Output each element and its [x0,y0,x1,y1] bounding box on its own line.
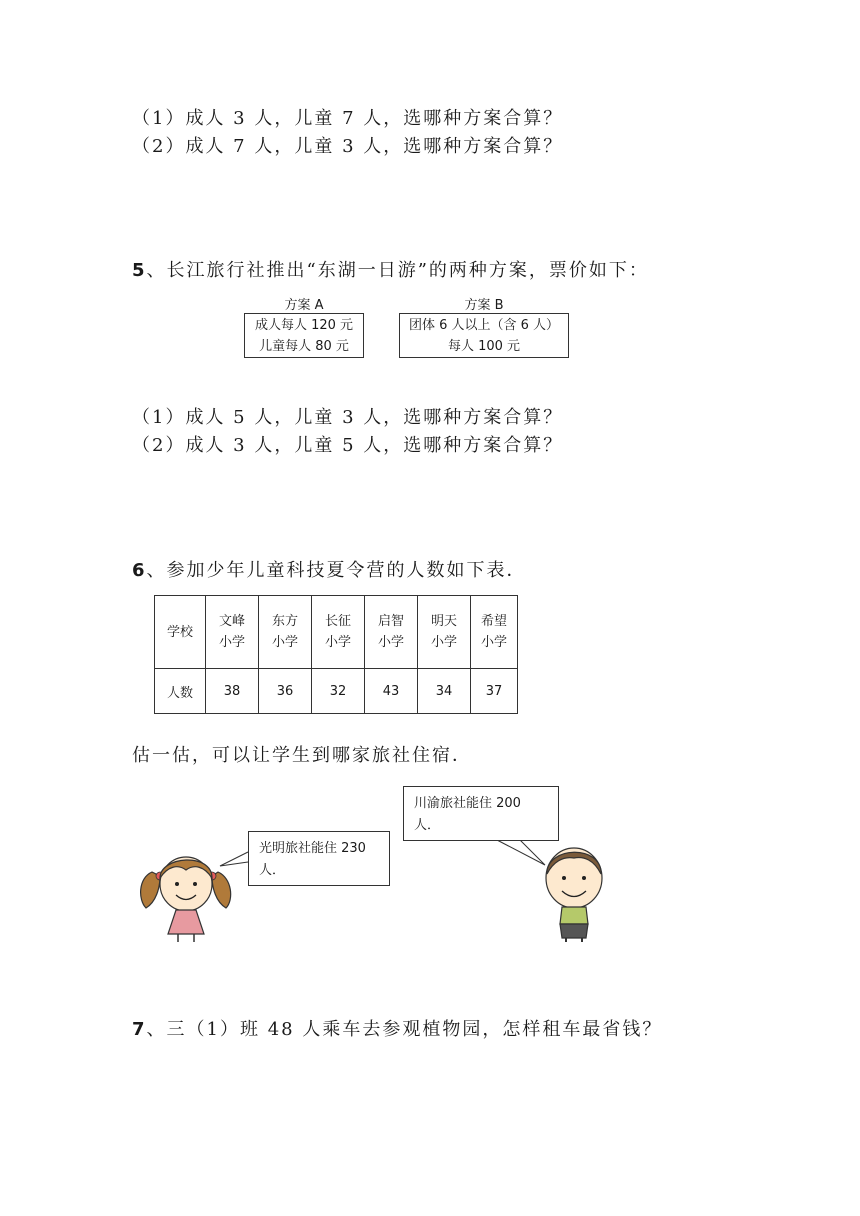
school-name-line2: 小学 [271,635,298,650]
q6-prompt: 估一估，可以让学生到哪家旅社住宿． [132,745,472,766]
count-cell: 34 [418,669,471,714]
q4-subquestion-1: （1）成人 3 人，儿童 7 人，选哪种方案合算？ [132,108,564,129]
q4-subquestion-2: （2）成人 7 人，儿童 3 人，选哪种方案合算？ [132,136,564,157]
q5-subquestion-1: （1）成人 5 人，儿童 3 人，选哪种方案合算？ [132,407,564,428]
school-name-line2: 小学 [430,635,457,650]
school-name-line1: 明天 [430,614,457,629]
row-header-count: 人数 [155,669,206,714]
school-name-line1: 希望 [480,614,507,629]
count-cell: 32 [312,669,365,714]
q7-text: 、三（1）班 48 人乘车去参观植物园，怎样租车最省钱？ [146,1019,663,1040]
plan-a-line-1: 成人每人 120 元 [254,318,354,333]
count-cell: 43 [365,669,418,714]
plan-a-line-2: 儿童每人 80 元 [259,339,349,354]
count-cell: 38 [206,669,259,714]
school-name-line2: 小学 [480,635,507,650]
plan-a-title: 方案 A [284,298,324,313]
count-cell: 37 [471,669,518,714]
girl-figure [141,857,231,942]
school-name-line1: 东方 [271,614,298,629]
q6-number: 6 [132,560,147,581]
school-name-line1: 启智 [377,614,404,629]
girl-speech-bubble [248,831,390,886]
boy-speech-bubble [403,786,559,841]
girl-bubble-line1: 光明旅社能住 230 [259,841,366,856]
school-name-line2: 小学 [324,635,351,650]
q6-text: 、参加少年儿童科技夏令营的人数如下表． [146,560,527,581]
boy-figure [546,848,602,942]
q7-number: 7 [132,1019,147,1040]
count-cell: 36 [259,669,312,714]
q5-subquestion-2: （2）成人 3 人，儿童 5 人，选哪种方案合算？ [132,435,564,456]
boy-bubble-tail [497,840,545,865]
q5-number: 5 [132,260,147,281]
school-name-line2: 小学 [218,635,245,650]
plan-b-title: 方案 B [464,298,504,313]
boy-bubble-line1: 川渝旅社能住 200 [414,796,521,811]
row-header-school: 学校 [155,596,206,669]
plan-b-line-2: 每人 100 元 [447,339,521,354]
q5-text: 、长江旅行社推出“东湖一日游”的两种方案，票价如下： [146,260,649,281]
q7-question [132,1015,662,1041]
school-name-line1: 文峰 [218,614,245,629]
school-name-line1: 长征 [324,614,351,629]
plan-b-line-1: 团体 6 人以上（含 6 人） [408,318,560,333]
boy-bubble-line2: 人． [414,818,441,833]
school-name-line2: 小学 [377,635,404,650]
girl-bubble-tail [220,852,248,866]
girl-bubble-line2: 人． [259,863,286,878]
